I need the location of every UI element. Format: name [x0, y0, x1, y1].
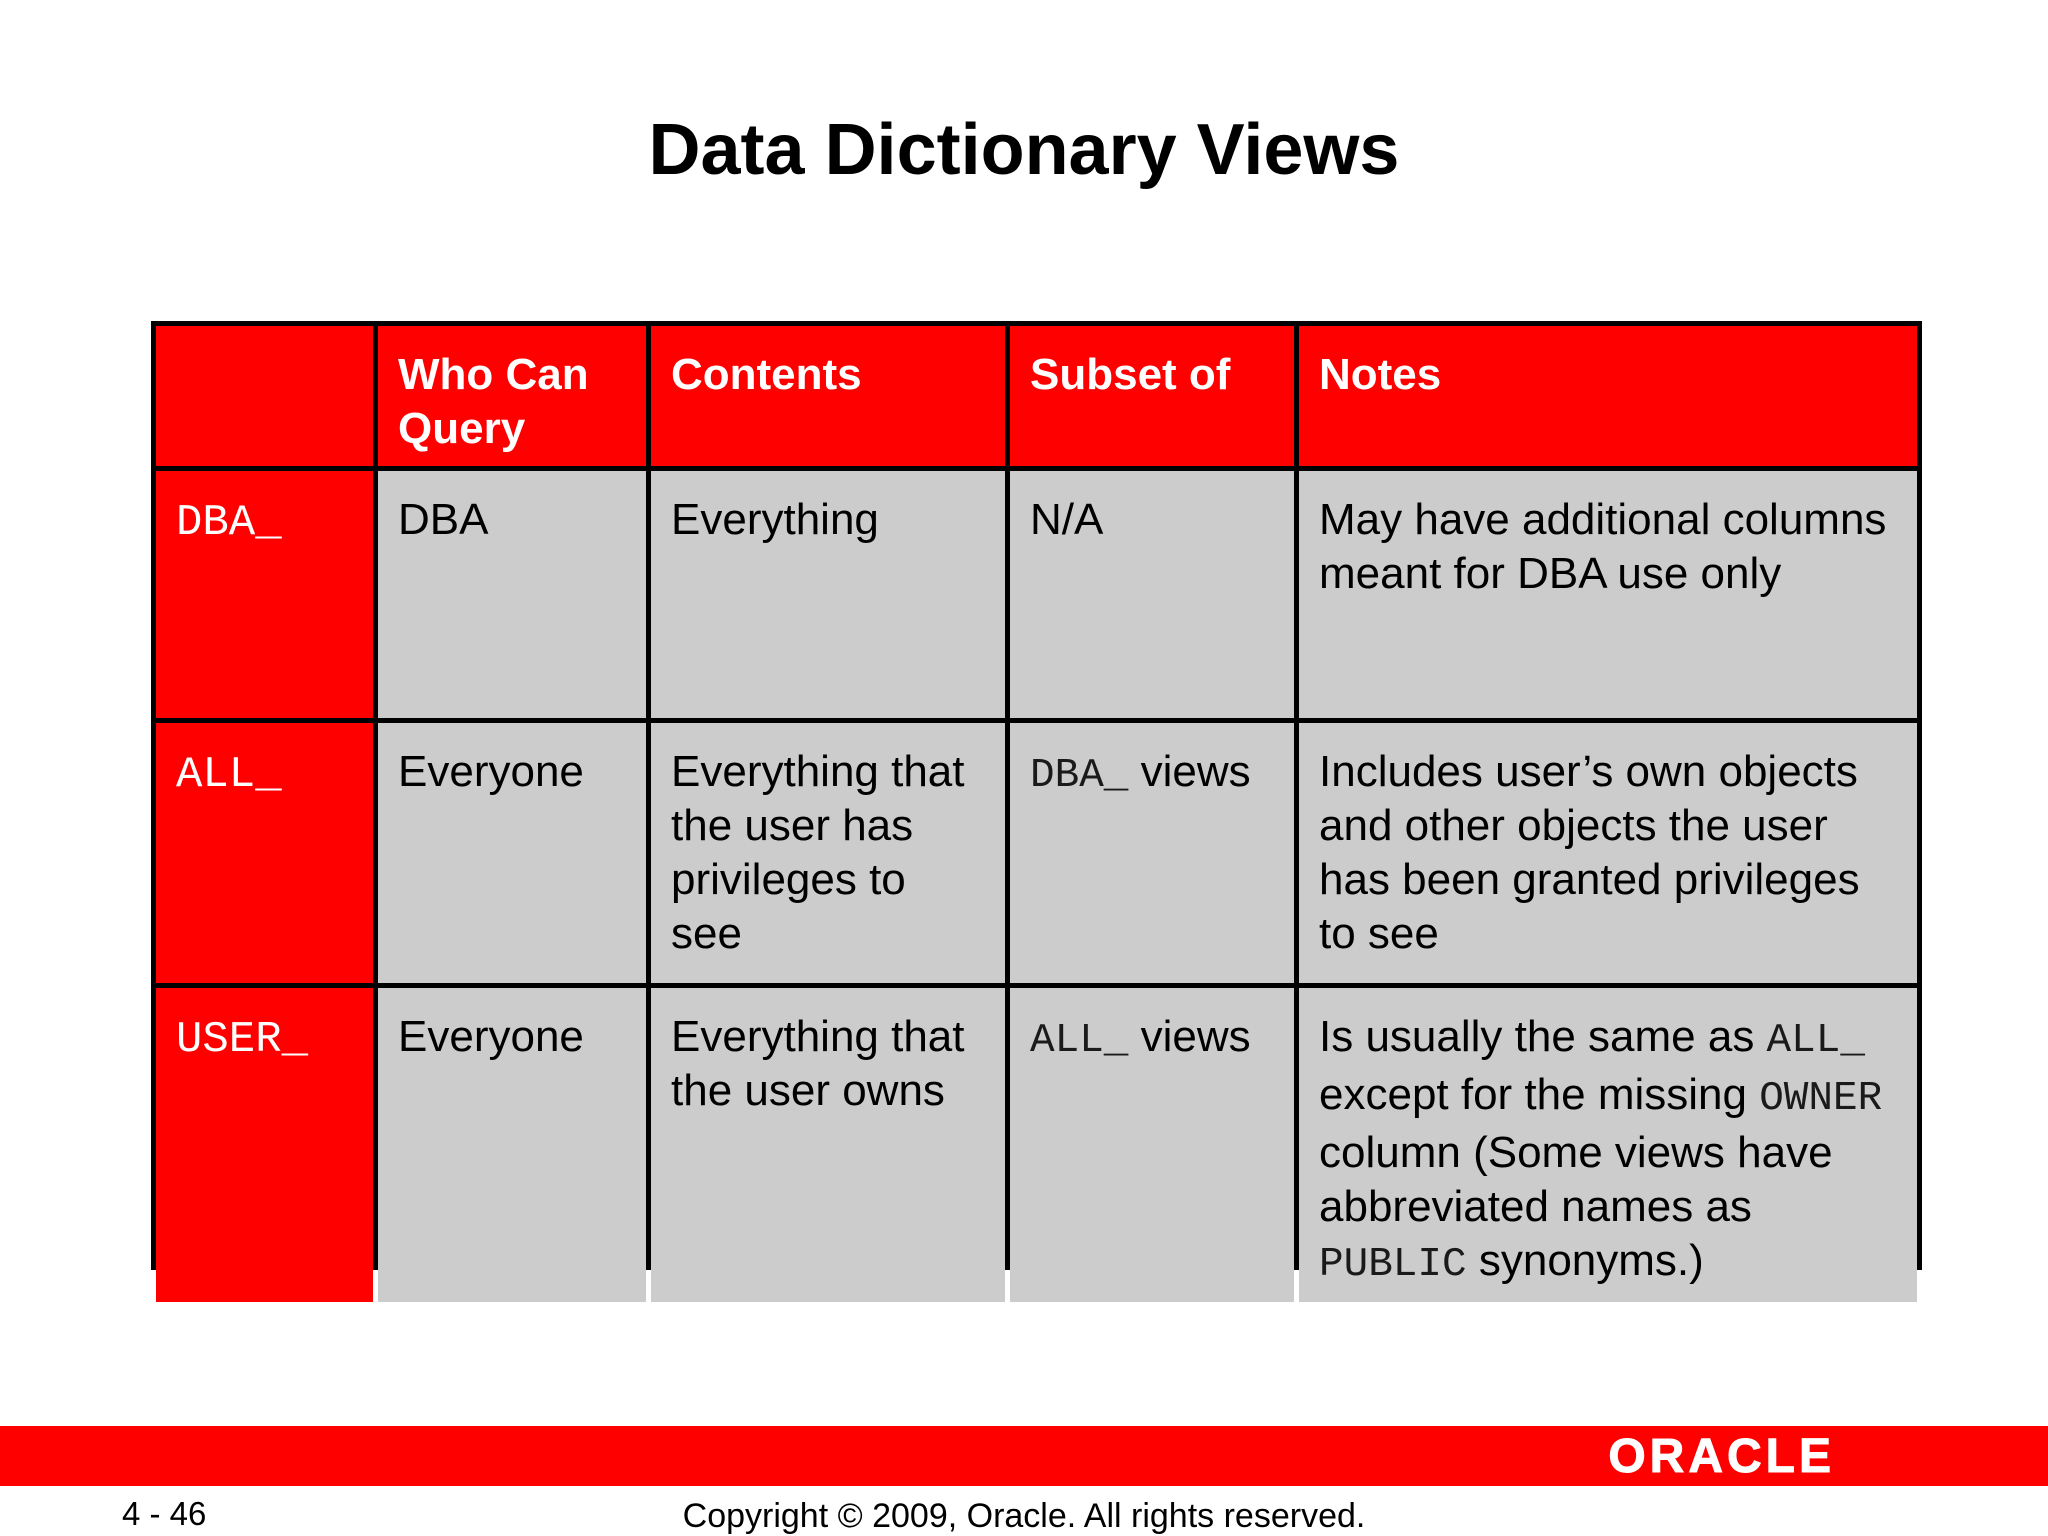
who-can-query-cell: Everyone: [378, 723, 646, 983]
table-row: [156, 723, 1917, 983]
slide-title: Data Dictionary Views: [648, 110, 1400, 190]
header-who-line2: Query: [398, 404, 526, 453]
header-notes: Notes: [1299, 326, 1917, 466]
header-who-line1: Who Can: [398, 350, 589, 399]
header-who-can-query: [378, 326, 646, 466]
notes-cell: [1299, 988, 1917, 1302]
oracle-logo: ORACLE: [1608, 1430, 1835, 1483]
views-table: [151, 321, 1922, 1288]
row-prefix: ALL_: [176, 750, 282, 800]
subset-of-cell: [1010, 988, 1294, 1302]
copyright-text: Copyright © 2009, Oracle. All rights reserved.: [682, 1497, 1366, 1535]
footer-bar: [0, 1426, 2048, 1486]
contents-cell: Everything that the user owns: [651, 988, 1005, 1302]
header-subset-of: Subset of: [1010, 326, 1294, 466]
row-prefix: DBA_: [176, 498, 282, 548]
notes-code-all: ALL_: [1766, 1018, 1865, 1064]
subset-value: ALL_: [1030, 1018, 1129, 1064]
notes-code-owner: OWNER: [1759, 1076, 1883, 1122]
subset-suffix: views: [1128, 1012, 1251, 1061]
notes-text: Is usually the same as: [1319, 1012, 1767, 1061]
notes-text: May have additional columns meant for DBA use only: [1319, 495, 1887, 598]
table-row: [156, 988, 1917, 1302]
contents-cell: Everything: [651, 471, 1005, 718]
subset-of-cell: [1010, 723, 1294, 983]
subset-of-cell: [1010, 471, 1294, 718]
notes-cell: [1299, 471, 1917, 718]
who-can-query-cell: Everyone: [378, 988, 646, 1302]
notes-text: synonyms.): [1466, 1236, 1704, 1285]
table-header-row: [156, 326, 1917, 466]
row-prefix-cell: [156, 988, 373, 1302]
contents-cell: Everything that the user has privileges to see: [651, 723, 1005, 983]
table-row: [156, 471, 1917, 718]
row-prefix-cell: [156, 723, 373, 983]
page-number: 4 - 46: [122, 1495, 207, 1532]
subset-suffix: views: [1128, 747, 1251, 796]
notes-text: except for the missing: [1319, 1070, 1760, 1119]
header-contents: Contents: [651, 326, 1005, 466]
notes-text: column (Some views have abbreviated names as: [1319, 1128, 1833, 1231]
row-prefix: USER_: [176, 1015, 309, 1065]
row-prefix-cell: [156, 471, 373, 718]
subset-value: N/A: [1030, 495, 1104, 544]
notes-code-public: PUBLIC: [1319, 1242, 1467, 1288]
notes-cell: [1299, 723, 1917, 983]
subset-value: DBA_: [1030, 753, 1129, 799]
header-cell-empty: [156, 326, 373, 466]
who-can-query-cell: DBA: [378, 471, 646, 718]
notes-text: Includes user’s own objects and other objects the user has been granted privileges to see: [1319, 747, 1860, 958]
